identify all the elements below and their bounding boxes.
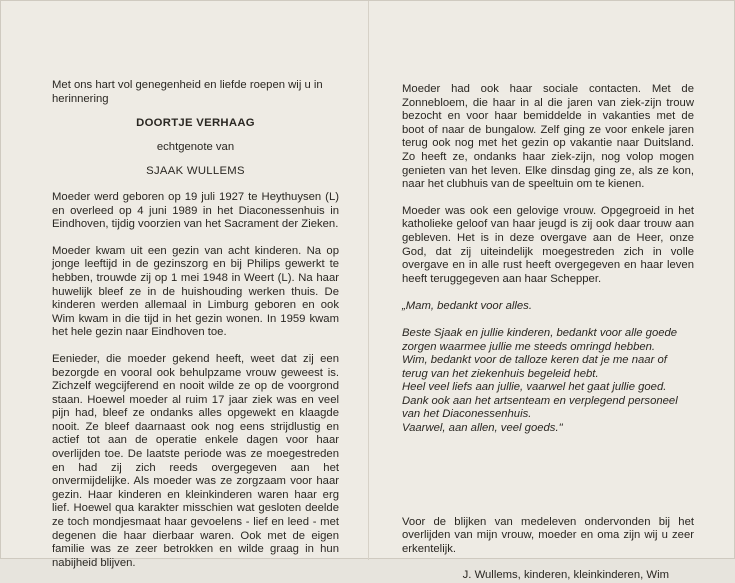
intro-text: Met ons hart vol genegenheid en liefde roepen wij u in herinnering: [52, 79, 323, 105]
farewell-message: [402, 327, 694, 436]
thanks-paragraph: Voor de blijken van medeleven ondervonden bij het overlijden van mijn vrouw, moeder en oma zijn wij u zeer erkentelijk.: [402, 515, 694, 555]
signature: J. Wullems, kinderen, kleinkinderen, Wim: [462, 569, 669, 582]
message-line: Heel veel liefs aan jullie, vaarwel het gaat jullie goed.: [402, 381, 667, 394]
quote-line: „Mam, bedankt voor alles.: [402, 300, 532, 313]
social-paragraph: Moeder had ook haar sociale contacten. Met de Zonnebloem, die haar in al die jaren van ziek-zijn trouw bezocht en voor haar bemiddelde in vakanties met de boot of naar de bungalow. Zelf ging ze voor enkele jaren terug ook nog met het gezin op vakantie naar Duitsland. Zo heeft ze, ondanks haar ziek-zijn, nog volop mogen genieten van het leven. Elke dinsdag ging ze, als ze kon, naar het clubhuis van de speeltuin om te kienen.: [402, 83, 694, 191]
fold-line: [368, 1, 369, 560]
message-line: Beste Sjaak en jullie kinderen, bedankt voor alle goede zorgen waarmee jullie me steeds omringd hebben.: [402, 326, 678, 353]
family-paragraph: Moeder kwam uit een gezin van acht kinderen. Na op jonge leeftijd in de gezinszorg en bij Philips gewerkt te hebben, trouwde zij op 1 mei 1948 in Weert (L). Na haar huwelijk bleef ze in de huishouding werken thuis. De kinderen werden allemaal in Limburg geboren en ook Wim kwam in die tijd in het gezin wonen. In 1959 kwam het hele gezin naar Eindhoven toe.: [52, 244, 339, 339]
relation-text: echtgenote van: [156, 140, 235, 153]
faith-paragraph: Moeder was ook een gelovige vrouw. Opgegroeid in het katholieke geloof van haar jeugd is zij ook daar trouw aan gebleven. Het is in deze overgave aan de Heer, onze God, dat zij uiteindelijk moegestreden zich in volle overgave en in alle rust heeft overgegeven en haar leven heeft teruggegeven aan haar Schepper.: [402, 204, 694, 285]
character-paragraph: Eenieder, die moeder gekend heeft, weet dat zij een bezorgde en vooral ook behulpzame vrouw geweest is. Zichzelf wegcijferend en nooit wilde ze op de voorgrond staan. Hoewel moeder al ruim 17 jaar ziek was en veel pijn had, bleef ze ondanks alles opgewekt en klaagde nooit. Ze bleef daarnaast ook nog eens strijdlustig en actief tot aan de operatie enkele dagen voor haar overlijden toe. De laatste periode was ze moegestreden en had zij zich reeds overgegeven aan het onvermijdelijke. Als moeder was ze zorgzaam voor haar gezin. Haar kinderen en kleinkinderen waren haar erg lief. Hoewel qua karakter misschien wat gesloten deelde ze toch mondjesmaat haar gevoelens - lief en leed - met degenen die haar dierbaar waren. Ook met de eigen familie was ze zeer betrokken en wilde graag in hun nabijheid blijven.: [52, 352, 339, 569]
birth-death-paragraph: Moeder werd geboren op 19 juli 1927 te Heythuysen (L) en overleed op 4 juni 1989 in het Diaconessenhuis in Eindhoven, tijdig voorzien van het Sacrament der Zieken.: [52, 190, 339, 231]
message-line: Vaarwel, aan allen, veel goeds.": [402, 422, 563, 435]
deceased-name: DOORTJE VERHAAG: [136, 117, 255, 130]
message-line: Wim, bedankt voor de talloze keren dat je me naar of terug van het ziekenhuis begeleid hebt.: [402, 354, 667, 380]
right-page: [402, 83, 694, 583]
left-page: [52, 79, 339, 570]
message-line: Dank ook aan het artsenteam en verplegend personeel van het Diaconessenhuis.: [402, 394, 678, 421]
spouse-name: SJAAK WULLEMS: [146, 165, 245, 178]
